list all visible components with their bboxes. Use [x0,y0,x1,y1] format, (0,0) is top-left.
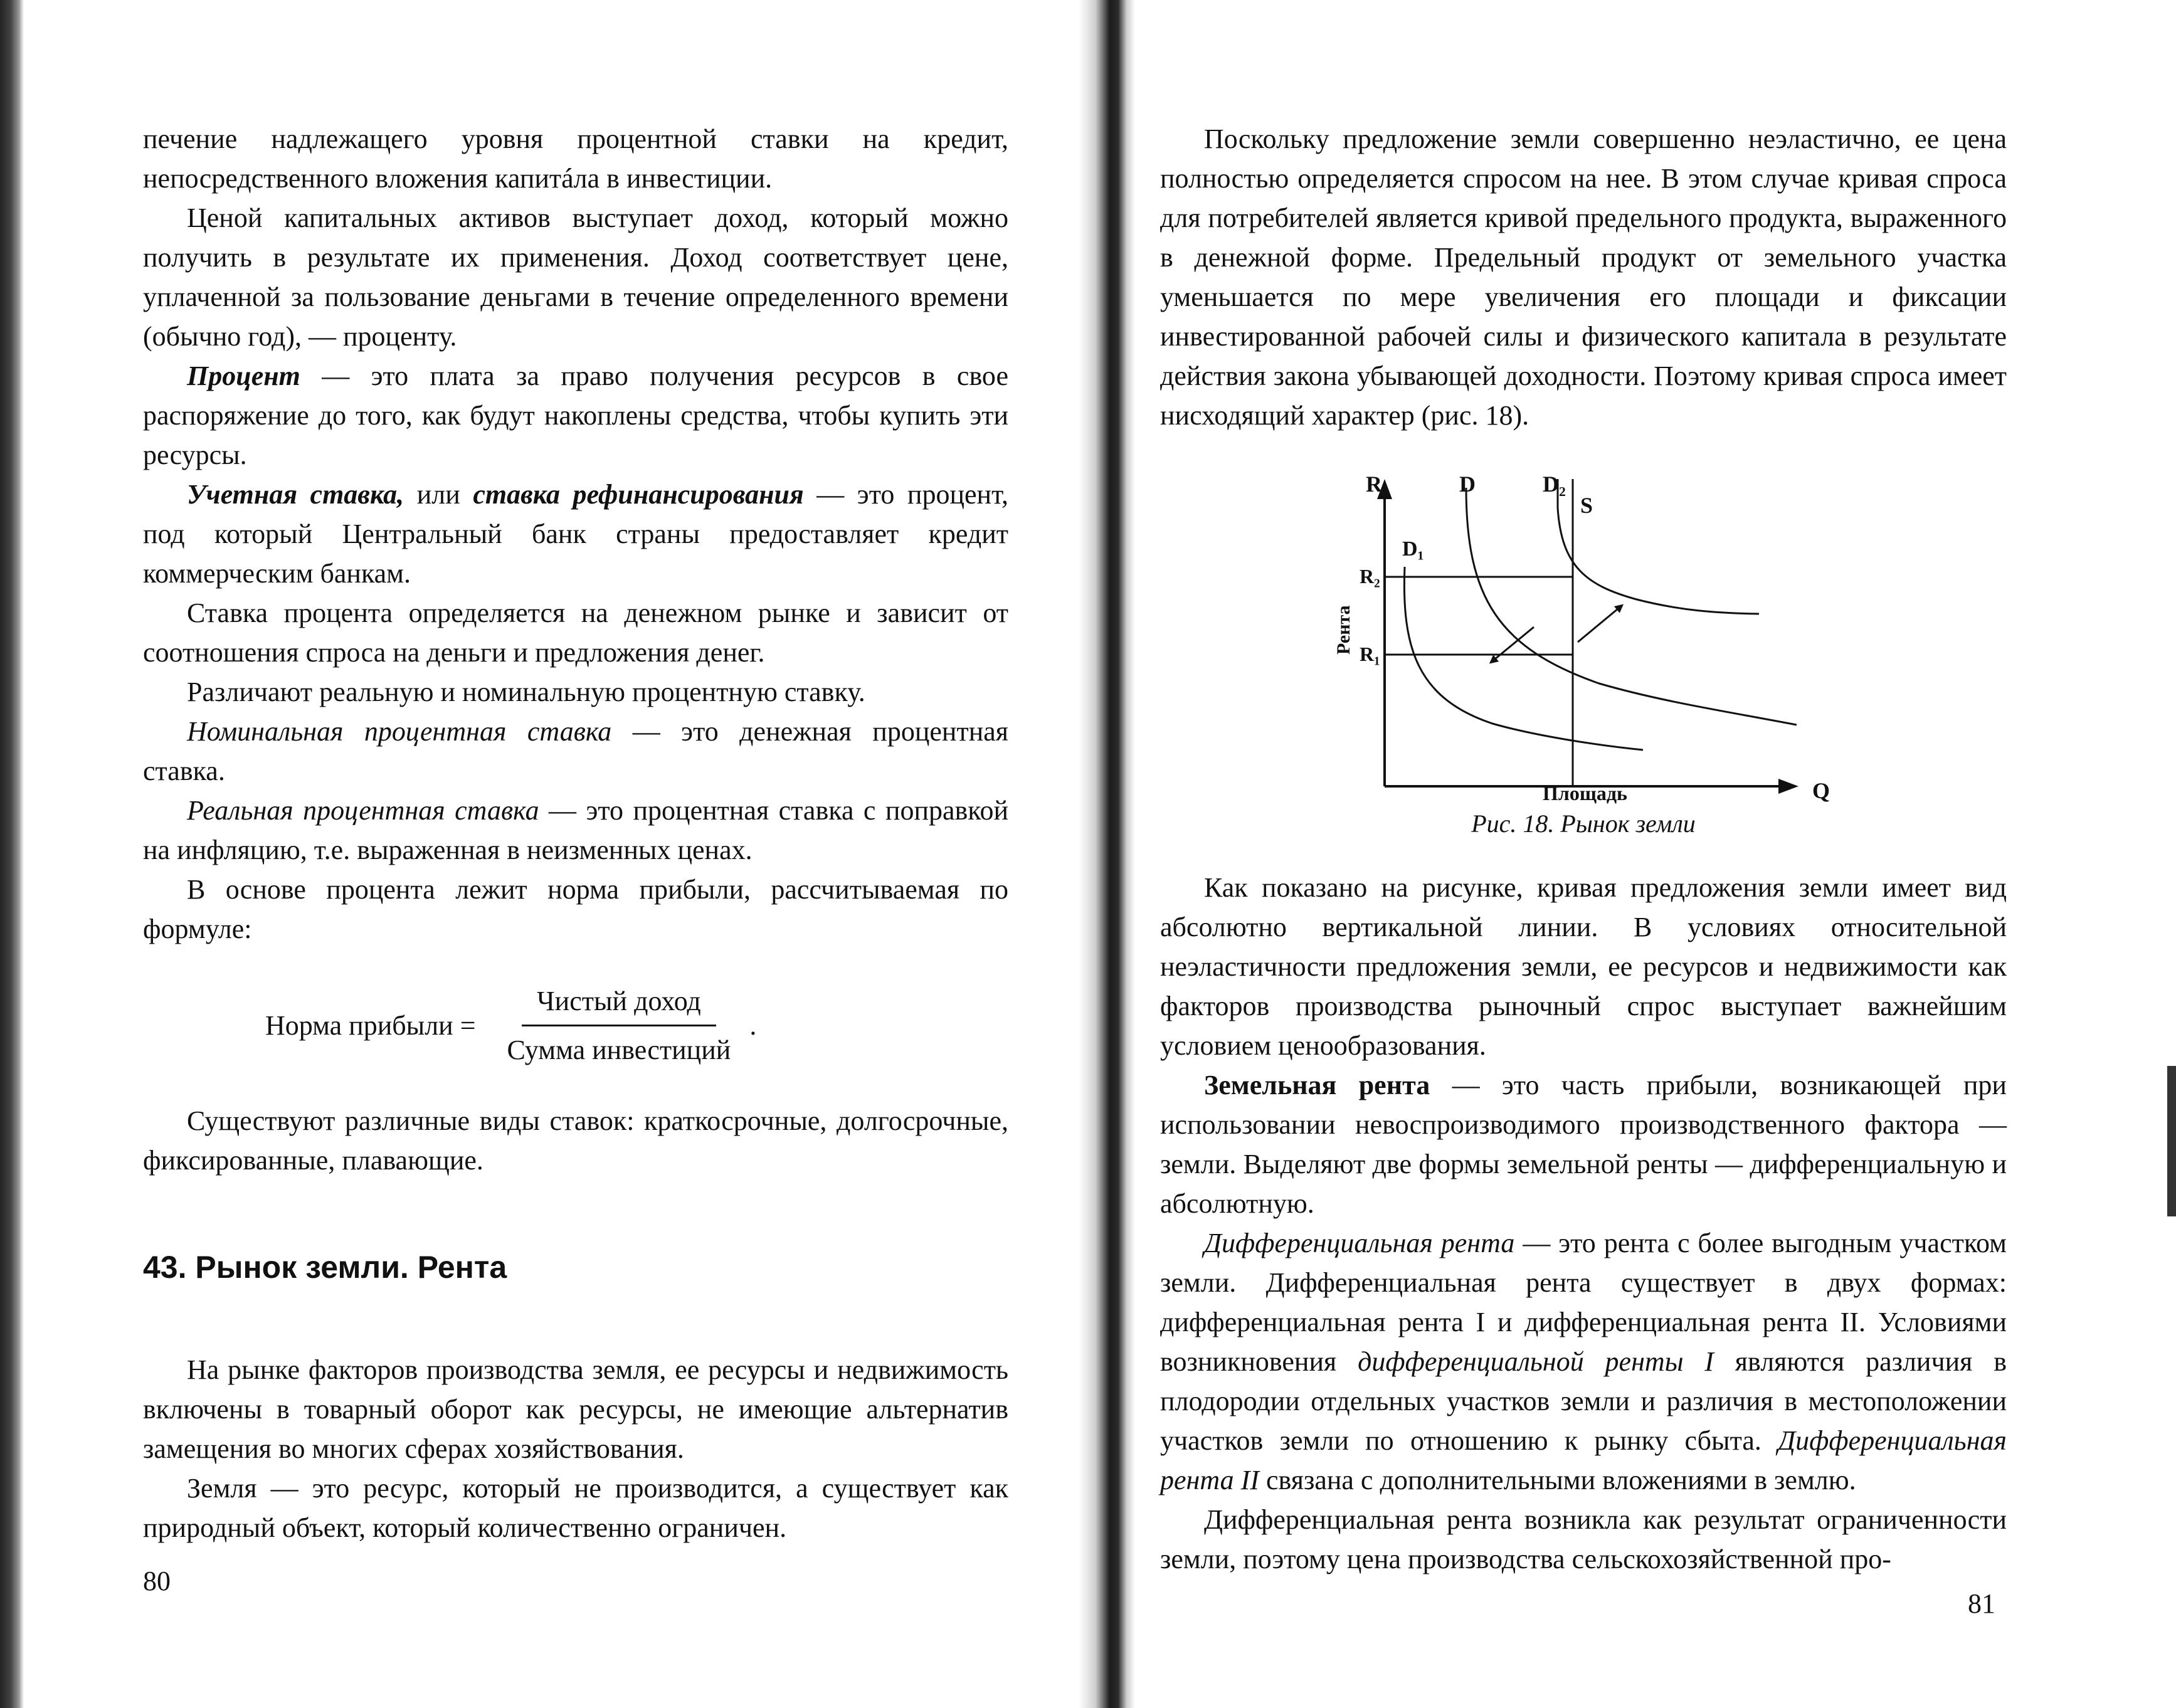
shift-arrow-down [1491,627,1534,662]
paragraph: печение надлежащего уровня процентной ставки на кредит, непосредственного вложения капитáла в инвестиции. [143,124,1008,194]
demand-curve-d2 [1558,508,1759,614]
label-d2: D₂ [1543,472,1566,497]
connector-text: или [404,479,473,510]
x-axis-title: Площадь [1543,782,1627,804]
term-refinancing-rate: ставка рефинансирования [473,479,804,510]
paragraph: На рынке факторов производства земля, ее ресурсы и недвижимость включены в товарный оборот как ресурсы, не имеющие альтернатив замещения во многих сферах хозяйствования. [143,1354,1008,1464]
y-axis-title: Рента [1333,605,1354,655]
paragraph: Земля — это ресурс, который не производится, а существует как природный объект, который количественно ограничен. [143,1473,1008,1543]
definition-text: — это процентная ставка с поправкой на инфляцию, т.е. выраженная в неизменных ценах. [143,795,1008,865]
definition-text: — это процент, под который Центральный банк страны предоставляет кредит коммерческим банкам. [143,479,1008,589]
paragraph: Дифференциальная рента возникла как результат ограниченности земли, поэтому цена производства сельскохозяйственной про- [1160,1504,2007,1574]
paragraph: Как показано на рисунке, кривая предложения земли имеет вид абсолютно вертикальной линии. В условиях относительной неэластичности предложения земли, ее ресурсов и недвижимости как факторов производства рыночный спрос выступает важнейшим условием ценообразования. [1160,872,2007,1061]
term-percent: Процент [187,361,300,391]
label-s: S [1580,493,1593,518]
definition-text: — это рента с более выгодным участком земли. Дифференциальная рента существует в двух формах: дифференциальная рента I и дифференциальная рента II. Условиями возникновения [1160,1228,2007,1377]
page-number: 80 [143,1566,171,1596]
definition-text: — это плата за право получения ресурсов в свое распоряжение до того, как будут накоплены средства, чтобы купить эти ресурсы. [143,361,1008,470]
demand-curve-d [1466,488,1797,725]
paragraph [143,791,1008,870]
paragraph: Ставка процента определяется на денежном рынке и зависит от соотношения спроса на деньги и предложения денег. [143,598,1008,668]
demand-curve-d1 [1404,567,1643,750]
paragraph [143,712,1008,791]
left-page-text [143,119,1008,1547]
definition-text: являются различия в плодородии отдельных участков земли и различия в местоположении участков земли по отношению к рынку сбыта. [1160,1346,2007,1456]
paragraph [1160,1223,2007,1500]
label-r1: R₁ [1360,643,1380,665]
paragraph: Ценой капитальных активов выступает доход, который можно получить в результате их применения. Доход соответствует цене, уплаченной за пользование деньгами в течение определенного времени (обычно год), — проценту. [143,203,1008,352]
formula-lhs: Норма прибыли = [265,1010,476,1041]
formula-numerator: Чистый доход [522,981,716,1026]
label-d: D [1459,472,1476,497]
term-nominal-rate: Номинальная процентная ставка [187,716,612,747]
profit-rate-formula [265,981,1008,1070]
right-page-text [1160,119,2007,1579]
formula-end: . [749,1010,757,1041]
x-axis-label: Q [1812,778,1830,803]
formula-denominator: Сумма инвестиций [507,1035,731,1065]
land-market-diagram [1160,460,2007,799]
paragraph: В основе процента лежит норма прибыли, рассчитываемая по формуле: [143,874,1008,944]
paragraph [143,356,1008,475]
formula-fraction [492,981,746,1070]
paragraph: Существуют различные виды ставок: краткосрочные, долгосрочные, фиксированные, плавающие. [143,1105,1008,1176]
paragraph: Поскольку предложение земли совершенно неэластично, ее цена полностью определяется спросом на нее. В этом случае кривая спроса для потребителей является кривой предельного продукта, выраженного в денежной форме. Предельный продукт от земельного участка уменьшается по мере увеличения его площади и фиксации инвестированной рабочей силы и физического капитала в результате действия закона убывающей доходности. Поэтому кривая спроса имеет нисходящий характер (рис. 18). [1160,124,2007,431]
paragraph [143,475,1008,593]
definition-text: связана с дополнительными вложениями в землю. [1259,1465,1856,1495]
definition-text: — это денежная процентная ставка. [143,716,1009,786]
definition-text: — это часть прибыли, возникающей при использовании невоспроизводимого производственного фактора — земли. Выделяют две формы земельной ренты — дифференциальную и абсолютную. [1160,1070,2007,1219]
y-axis-label: R [1366,472,1382,497]
page-number: 81 [1968,1588,1995,1619]
term-discount-rate: Учетная ставка, [187,479,404,510]
land-market-figure [1160,460,2007,849]
section-heading: 43. Рынок земли. Рента [143,1250,507,1285]
paragraph [1160,1065,2007,1223]
paragraph: Различают реальную и номинальную процентную ставку. [187,677,865,707]
label-r2: R₂ [1360,565,1380,588]
term-real-rate: Реальная процентная ставка [187,795,539,826]
figure-caption: Рис. 18. Рынок земли [1471,809,1696,838]
term-land-rent: Земельная рента [1204,1070,1430,1100]
shift-arrow-up [1578,606,1622,642]
term-differential-rent: Дифференциальная рента [1204,1228,1515,1258]
x-axis-arrow [1778,779,1798,794]
term-differential-rent-1: дифференциальной ренты I [1358,1346,1714,1377]
term-differential-rent-2: Дифференциальная рента II [1160,1425,2007,1495]
label-d1: D₁ [1402,537,1424,561]
